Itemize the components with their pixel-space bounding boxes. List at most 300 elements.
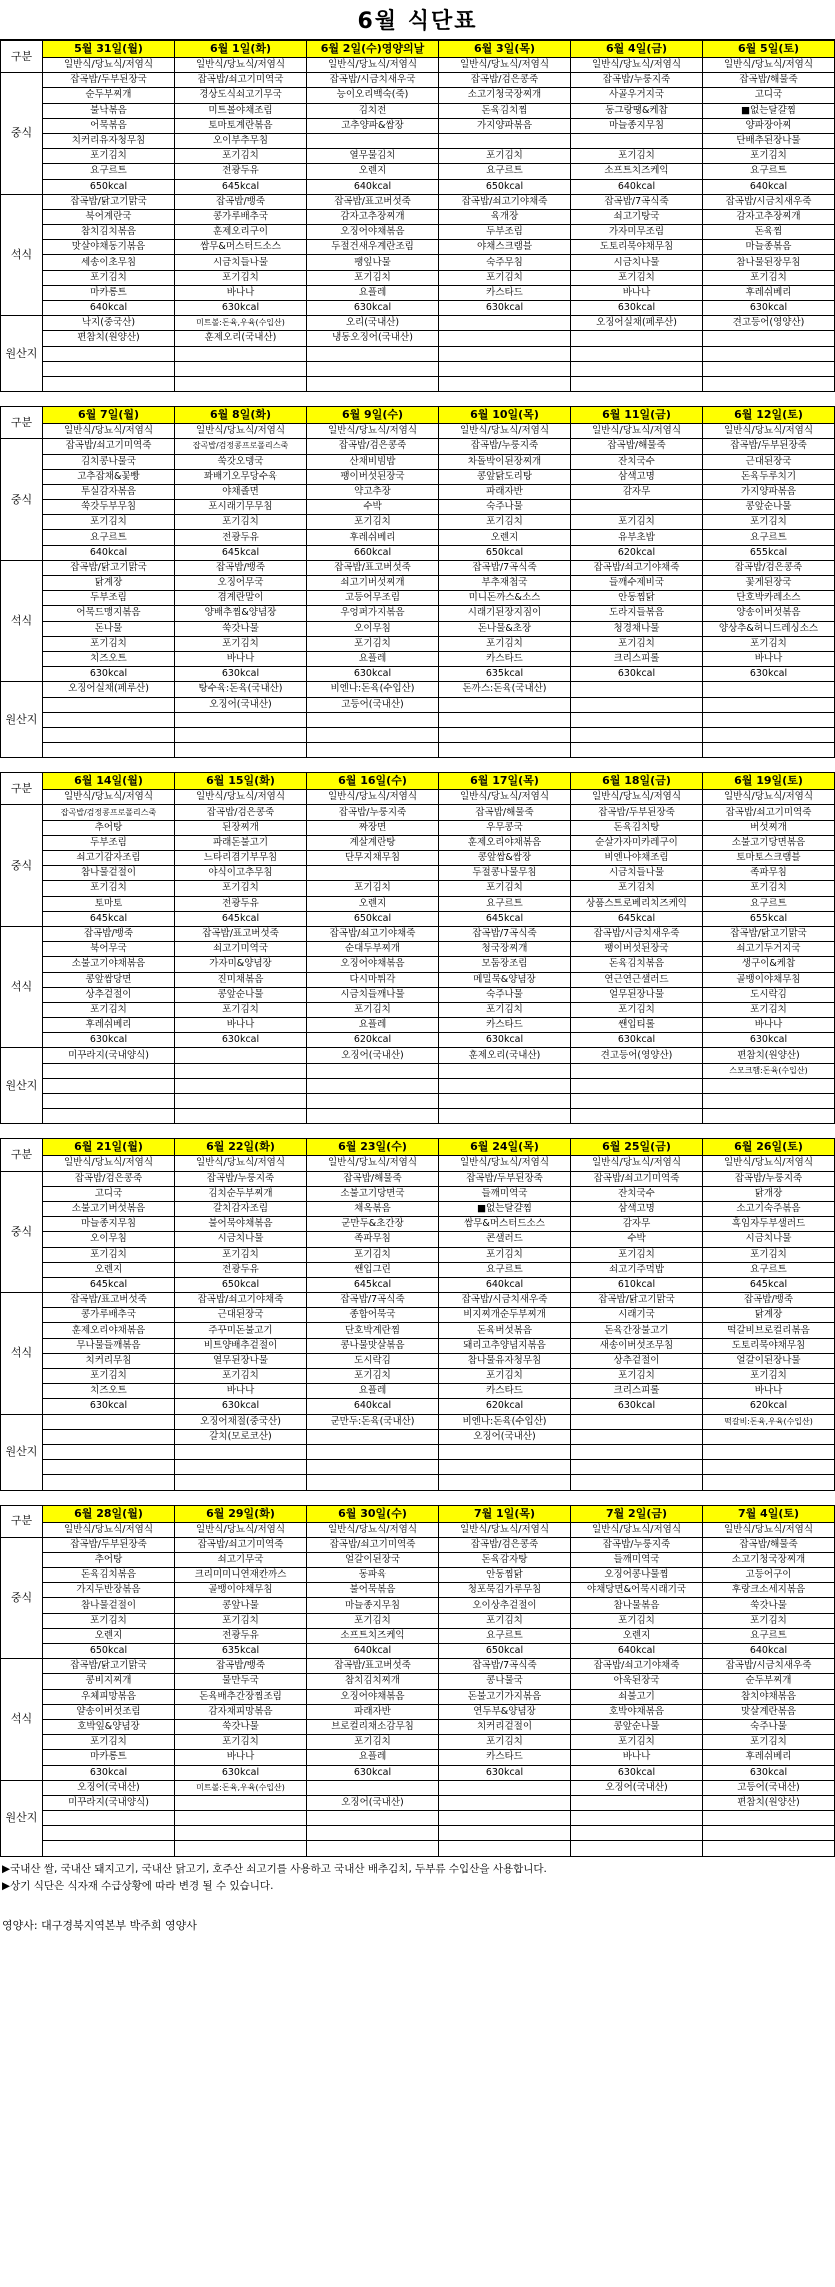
empty-cell	[175, 1826, 307, 1841]
empty-cell	[439, 376, 571, 391]
kcal-cell: 645kcal	[571, 911, 703, 926]
menu-item: 꽃게된장국	[703, 576, 835, 591]
menu-item: 포기김치	[439, 1613, 571, 1628]
menu-item: 포기김치	[175, 1002, 307, 1017]
origin-cell	[43, 697, 175, 712]
origin-row	[1, 1048, 835, 1063]
menu-item: 돈육김치볶음	[571, 957, 703, 972]
empty-cell	[43, 1109, 175, 1124]
origin-cell	[175, 1795, 307, 1810]
menu-item: 시래기국	[571, 1308, 703, 1323]
empty-cell	[439, 727, 571, 742]
menu-item: 쇠고기두거지국	[703, 942, 835, 957]
date-cell: 6월 1일(화)	[175, 41, 307, 58]
dinner-row	[1, 1369, 835, 1384]
kcal-cell: 640kcal	[43, 545, 175, 560]
menu-item: 훈제오리구이	[175, 225, 307, 240]
origin-cell: 떡갈비:돈육,우육(수입산)	[703, 1414, 835, 1429]
origin-row	[1, 1460, 835, 1475]
menu-item: 잡곡밥/쇠고기미역죽	[571, 1171, 703, 1186]
menu-item: 포기김치	[43, 515, 175, 530]
menu-item: 포기김치	[307, 636, 439, 651]
menu-item: 불낙볶음	[43, 103, 175, 118]
origin-cell	[43, 1414, 175, 1429]
menu-item: 오징어콩나물찜	[571, 1568, 703, 1583]
menu-item: 요구르트	[703, 896, 835, 911]
menu-item: 포기김치	[571, 149, 703, 164]
kcal-cell: 630kcal	[439, 301, 571, 316]
menu-item: 근대된장국	[703, 454, 835, 469]
menu-item: 바나나	[175, 285, 307, 300]
lunch-row	[1, 1568, 835, 1583]
gubun-label: 구분	[1, 1505, 43, 1537]
menu-item: 돈육감자탕	[439, 1552, 571, 1567]
date-cell: 6월 26일(토)	[703, 1139, 835, 1156]
date-cell: 6월 5일(토)	[703, 41, 835, 58]
gubun-label: 구분	[1, 407, 43, 439]
origin-cell	[439, 1780, 571, 1795]
menu-item: 요구르트	[439, 164, 571, 179]
menu-item: 쌘입티롤	[571, 1018, 703, 1033]
menu-item: 콩앞닭도리탕	[439, 469, 571, 484]
menu-item: 돈육찜	[703, 225, 835, 240]
dinner-row	[1, 1704, 835, 1719]
origin-row	[1, 376, 835, 391]
origin-label: 원산지	[1, 1414, 43, 1490]
menu-item: 잡곡밥/누룽지죽	[571, 1537, 703, 1552]
menu-item: 시금치나물	[175, 1232, 307, 1247]
menu-item: 잡곡밥/쇠고기야채죽	[571, 1659, 703, 1674]
empty-cell	[175, 361, 307, 376]
lunch-row	[1, 88, 835, 103]
date-cell: 6월 16일(수)	[307, 773, 439, 790]
lunch-row	[1, 454, 835, 469]
menu-item: 새송이버섯조무침	[571, 1338, 703, 1353]
menu-item: 잡곡밥/누룽지죽	[571, 73, 703, 88]
week-spacer	[0, 758, 835, 772]
kcal-cell: 630kcal	[571, 1033, 703, 1048]
menu-item: 잡곡밥/쇠고기미역죽	[175, 1537, 307, 1552]
menu-item: 참나물겉절이	[43, 866, 175, 881]
menu-item: 양배추찜&양념장	[175, 606, 307, 621]
origin-cell: 오리(국내산)	[307, 316, 439, 331]
origin-cell: 미트볼:돈육,우육(수입산)	[175, 316, 307, 331]
menu-item: 김치순두부찌개	[175, 1186, 307, 1201]
menu-item: 콩앞쌈&쌈장	[439, 851, 571, 866]
menu-item: 파래돈불고기	[175, 835, 307, 850]
menu-item: 시금치들나물	[175, 255, 307, 270]
menu-item: 얼갈이된장나물	[703, 1353, 835, 1368]
menu-item: 단배추된장나물	[703, 133, 835, 148]
lunch-label: 중식	[1, 1171, 43, 1293]
menu-item: 도시락김	[307, 1353, 439, 1368]
dinner-row	[1, 225, 835, 240]
menu-item: 잡곡밥/쇠고기미역죽	[703, 805, 835, 820]
empty-cell	[571, 1826, 703, 1841]
lunch-row	[1, 484, 835, 499]
empty-cell	[439, 1826, 571, 1841]
week-spacer	[0, 392, 835, 406]
menu-item: 포시래기무무침	[175, 500, 307, 515]
kcal-cell: 630kcal	[703, 667, 835, 682]
menu-item: 군만두&초간장	[307, 1217, 439, 1232]
menu-item: 파래자반	[307, 1704, 439, 1719]
menu-item: 열무물김치	[307, 149, 439, 164]
lunch-row	[1, 1628, 835, 1643]
weekly-tables	[0, 40, 835, 1857]
menu-item: 쇠불고기	[571, 1689, 703, 1704]
diet-type-cell: 일반식/당뇨식/저염식	[571, 1522, 703, 1537]
dinner-row	[1, 1338, 835, 1353]
lunch-row	[1, 881, 835, 896]
menu-item: 순대두부찌개	[307, 942, 439, 957]
origin-cell: 오징어(국내산)	[307, 1048, 439, 1063]
origin-cell: 오징어(국내산)	[175, 697, 307, 712]
menu-item: 양파장아찌	[703, 118, 835, 133]
menu-item: 열무된장나물	[175, 1353, 307, 1368]
menu-item: ■없는달걀찜	[439, 1201, 571, 1216]
kcal-cell: 640kcal	[307, 1644, 439, 1659]
dinner-row	[1, 926, 835, 941]
lunch-row	[1, 469, 835, 484]
origin-cell: 견고등어(영양산)	[571, 1048, 703, 1063]
menu-item: 포기김치	[43, 1002, 175, 1017]
menu-item: 오징어야채볶음	[307, 225, 439, 240]
menu-item: 우엉퍼가지볶음	[307, 606, 439, 621]
menu-item: 쑥갓두부무침	[43, 500, 175, 515]
origin-cell	[439, 1795, 571, 1810]
menu-item: 파래자반	[439, 484, 571, 499]
origin-row	[1, 346, 835, 361]
empty-cell	[307, 1094, 439, 1109]
gubun-label: 구분	[1, 41, 43, 73]
dinner-kcal-row	[1, 1399, 835, 1414]
diet-type-cell: 일반식/당뇨식/저염식	[571, 424, 703, 439]
menu-item: 포기김치	[703, 1002, 835, 1017]
menu-item: 고추잡채&꽃빵	[43, 469, 175, 484]
lunch-row	[1, 103, 835, 118]
menu-item: 겸계란말이	[175, 591, 307, 606]
kcal-cell: 640kcal	[703, 1644, 835, 1659]
menu-item: 포기김치	[439, 515, 571, 530]
dinner-row	[1, 1689, 835, 1704]
origin-cell: 미꾸라지(국내양식)	[43, 1795, 175, 1810]
menu-item: 들깨미역국	[439, 1186, 571, 1201]
menu-item: 바나나	[175, 1018, 307, 1033]
menu-item: 돈육배추간장찜조림	[175, 1689, 307, 1704]
kcal-cell: 630kcal	[571, 301, 703, 316]
kcal-cell: 630kcal	[175, 301, 307, 316]
week-table	[0, 1505, 835, 1857]
menu-item: 잡곡밥/검은콩죽	[439, 73, 571, 88]
menu-item: 포기김치	[703, 1247, 835, 1262]
menu-item: 잡곡밥/해물죽	[703, 1537, 835, 1552]
menu-item: 양상추&허니드레싱소스	[703, 621, 835, 636]
lunch-row	[1, 896, 835, 911]
origin-row	[1, 743, 835, 758]
menu-item: 바나나	[703, 1384, 835, 1399]
empty-cell	[703, 1094, 835, 1109]
origin-cell: 오징어(국내산)	[571, 1780, 703, 1795]
diet-type-cell: 일반식/당뇨식/저염식	[703, 790, 835, 805]
menu-item: 토마토계란볶음	[175, 118, 307, 133]
menu-item: 크리스피롤	[571, 651, 703, 666]
menu-item: 청국장찌개	[439, 942, 571, 957]
lunch-label: 중식	[1, 1537, 43, 1659]
menu-item: 후레쉬베리	[307, 530, 439, 545]
date-cell: 5월 31일(월)	[43, 41, 175, 58]
menu-item: 도시락김	[703, 987, 835, 1002]
menu-item: 잡곡밥/표고버섯죽	[307, 1659, 439, 1674]
diet-type-cell: 일반식/당뇨식/저염식	[703, 424, 835, 439]
menu-item: 포기김치	[571, 1735, 703, 1750]
empty-cell	[307, 1826, 439, 1841]
menu-item: 포기김치	[703, 149, 835, 164]
menu-item: 쑥갓나물	[703, 1598, 835, 1613]
menu-item: 된장찌개	[175, 820, 307, 835]
dinner-row	[1, 560, 835, 575]
menu-item: 단호박계란찜	[307, 1323, 439, 1338]
dinner-label: 석식	[1, 1293, 43, 1415]
menu-item: 포기김치	[571, 515, 703, 530]
lunch-label: 중식	[1, 805, 43, 927]
lunch-row	[1, 1186, 835, 1201]
menu-item: 요플레	[307, 651, 439, 666]
diet-type-cell: 일반식/당뇨식/저염식	[43, 58, 175, 73]
empty-cell	[571, 1475, 703, 1490]
menu-item: 잡곡밥/누룽지죽	[175, 1171, 307, 1186]
menu-item: 추어탕	[43, 1552, 175, 1567]
origin-cell: 오징어실채(페루산)	[571, 316, 703, 331]
empty-cell	[43, 727, 175, 742]
empty-cell	[571, 1109, 703, 1124]
menu-item: 후레쉬베리	[43, 1018, 175, 1033]
menu-item: 잡곡밥/표고버섯죽	[307, 560, 439, 575]
kcal-cell: 630kcal	[307, 1765, 439, 1780]
menu-item: 포기김치	[703, 515, 835, 530]
date-cell: 6월 12일(토)	[703, 407, 835, 424]
origin-cell	[439, 316, 571, 331]
menu-item: 소불고기당면볶음	[703, 835, 835, 850]
menu-item: 포기김치	[571, 881, 703, 896]
empty-cell	[307, 1475, 439, 1490]
date-cell: 7월 1일(목)	[439, 1505, 571, 1522]
menu-item: 마늘종지무침	[43, 1217, 175, 1232]
origin-cell	[703, 1429, 835, 1444]
menu-item: 생구이&케찹	[703, 957, 835, 972]
dinner-row	[1, 1018, 835, 1033]
diet-type-cell: 일반식/당뇨식/저염식	[703, 58, 835, 73]
menu-item: 골뱅이야채무침	[703, 972, 835, 987]
empty-cell	[43, 1078, 175, 1093]
menu-item: 포기김치	[439, 1735, 571, 1750]
menu-item: 잡곡밥/뱅죽	[43, 926, 175, 941]
menu-item: 불어묵야채볶음	[175, 1217, 307, 1232]
menu-item: 포기김치	[307, 881, 439, 896]
kcal-cell: 630kcal	[307, 667, 439, 682]
kcal-cell: 655kcal	[703, 545, 835, 560]
menu-item: 참치야채볶음	[703, 1689, 835, 1704]
menu-item: 포기김치	[175, 1613, 307, 1628]
date-cell: 6월 4일(금)	[571, 41, 703, 58]
menu-item: 후랑크소세지볶음	[703, 1583, 835, 1598]
menu-item: 요구르트	[703, 1262, 835, 1277]
dinner-label: 석식	[1, 194, 43, 316]
menu-item: 꽈배기오무당수육	[175, 469, 307, 484]
date-cell: 6월 25일(금)	[571, 1139, 703, 1156]
menu-item: 포기김치	[439, 636, 571, 651]
lunch-row	[1, 118, 835, 133]
origin-cell	[307, 1429, 439, 1444]
lunch-row	[1, 1232, 835, 1247]
menu-item: 포기김치	[307, 1735, 439, 1750]
origin-cell: 냉동오징어(국내산)	[307, 331, 439, 346]
menu-item: 잡곡밥/해물죽	[703, 73, 835, 88]
empty-cell	[439, 1811, 571, 1826]
menu-item: 김치전	[307, 103, 439, 118]
menu-item: 잡곡밥/검은콩죽	[307, 439, 439, 454]
menu-item: 돈나물&초장	[439, 621, 571, 636]
diet-type-cell: 일반식/당뇨식/저염식	[175, 790, 307, 805]
kcal-cell: 650kcal	[43, 1644, 175, 1659]
menu-item: 브로컬리채소감무침	[307, 1719, 439, 1734]
menu-item: 크리미미니연재칸까스	[175, 1568, 307, 1583]
diet-type-row	[1, 58, 835, 73]
menu-item: 족파무침	[307, 1232, 439, 1247]
kcal-cell: 630kcal	[571, 1765, 703, 1780]
lunch-row	[1, 149, 835, 164]
menu-item: 시래기된장지짐이	[439, 606, 571, 621]
empty-cell	[571, 1460, 703, 1475]
kcal-cell: 620kcal	[439, 1399, 571, 1414]
lunch-row	[1, 1171, 835, 1186]
origin-row	[1, 1841, 835, 1856]
dinner-row	[1, 1293, 835, 1308]
date-cell: 6월 19일(토)	[703, 773, 835, 790]
gubun-label: 구분	[1, 1139, 43, 1171]
empty-cell	[307, 1109, 439, 1124]
empty-cell	[175, 346, 307, 361]
menu-item: 잡곡밥/시금치새우국	[307, 73, 439, 88]
diet-type-cell: 일반식/당뇨식/저염식	[571, 790, 703, 805]
diet-type-cell: 일반식/당뇨식/저염식	[571, 1156, 703, 1171]
date-cell: 6월 24일(목)	[439, 1139, 571, 1156]
date-cell: 6월 17일(목)	[439, 773, 571, 790]
menu-item: 메밀묵&양념장	[439, 972, 571, 987]
menu-item: 잡곡밥/검은콩죽	[439, 1537, 571, 1552]
empty-cell	[307, 1460, 439, 1475]
dinner-row	[1, 1659, 835, 1674]
empty-cell	[43, 346, 175, 361]
menu-item: 잡곡밥/해물죽	[571, 439, 703, 454]
menu-item: 포기김치	[307, 1002, 439, 1017]
empty-cell	[571, 361, 703, 376]
kcal-cell: 650kcal	[175, 1277, 307, 1292]
empty-cell	[703, 712, 835, 727]
menu-item: 우무콩국	[439, 820, 571, 835]
menu-item: 콩나물국	[439, 1674, 571, 1689]
menu-item: 팽잎나물	[307, 255, 439, 270]
lunch-label: 중식	[1, 73, 43, 195]
origin-cell: 편참치(원양산)	[43, 331, 175, 346]
menu-item: 요구르트	[43, 530, 175, 545]
menu-item: 포기김치	[307, 270, 439, 285]
dinner-row	[1, 987, 835, 1002]
kcal-cell: 640kcal	[703, 179, 835, 194]
menu-item: 잡곡밥/표고버섯죽	[43, 1293, 175, 1308]
dinner-row	[1, 621, 835, 636]
empty-cell	[175, 1811, 307, 1826]
empty-cell	[43, 1841, 175, 1856]
empty-cell	[439, 346, 571, 361]
empty-cell	[703, 1078, 835, 1093]
kcal-cell: 630kcal	[175, 1033, 307, 1048]
diet-type-cell: 일반식/당뇨식/저염식	[43, 1156, 175, 1171]
empty-cell	[439, 1078, 571, 1093]
origin-cell: 낙지(중국산)	[43, 316, 175, 331]
menu-item: 투실감자볶음	[43, 484, 175, 499]
lunch-row	[1, 133, 835, 148]
empty-cell	[571, 1078, 703, 1093]
menu-item: 가자미무조림	[571, 225, 703, 240]
menu-item: 잡곡밥/검은콩죽	[703, 560, 835, 575]
menu-item: 잡곡밥/쇠고기미역죽	[43, 439, 175, 454]
lunch-row	[1, 820, 835, 835]
lunch-row	[1, 500, 835, 515]
empty-cell	[703, 1826, 835, 1841]
kcal-cell: 630kcal	[439, 1033, 571, 1048]
origin-cell	[703, 682, 835, 697]
menu-item: 얼무된장나물	[571, 987, 703, 1002]
empty-cell	[439, 1109, 571, 1124]
menu-item: 잡곡밥/뱅죽	[175, 194, 307, 209]
lunch-row	[1, 1201, 835, 1216]
diet-type-cell: 일반식/당뇨식/저염식	[307, 424, 439, 439]
kcal-cell: 630kcal	[703, 1765, 835, 1780]
menu-item: 팽이버섯된장국	[571, 942, 703, 957]
menu-item: 시금치들깨나물	[307, 987, 439, 1002]
origin-cell: 미트볼:돈육,우육(수입산)	[175, 1780, 307, 1795]
origin-cell	[175, 1048, 307, 1063]
menu-item	[307, 866, 439, 881]
menu-item: 포기김치	[439, 1247, 571, 1262]
menu-item: 비트양배추겉절이	[175, 1338, 307, 1353]
menu-item: 포기김치	[571, 1002, 703, 1017]
empty-cell	[43, 1811, 175, 1826]
menu-item: 두부조림	[439, 225, 571, 240]
date-cell: 6월 30일(수)	[307, 1505, 439, 1522]
date-cell: 6월 11일(금)	[571, 407, 703, 424]
diet-type-row	[1, 1156, 835, 1171]
empty-cell	[307, 1444, 439, 1459]
menu-item: 숙주무침	[439, 255, 571, 270]
menu-item	[571, 500, 703, 515]
menu-item: 능이오리백숙(죽)	[307, 88, 439, 103]
kcal-cell: 650kcal	[439, 545, 571, 560]
dinner-row	[1, 194, 835, 209]
menu-item: 오렌지	[307, 896, 439, 911]
origin-label: 원산지	[1, 1048, 43, 1124]
menu-item: 고디국	[43, 1186, 175, 1201]
menu-item: 얄송이버섯조림	[43, 1704, 175, 1719]
menu-item: 삼색고명	[571, 1201, 703, 1216]
diet-type-cell: 일반식/당뇨식/저염식	[307, 1156, 439, 1171]
origin-label: 원산지	[1, 1780, 43, 1856]
menu-item: 돈육김치탕	[571, 820, 703, 835]
menu-item: 콩앞순나물	[175, 987, 307, 1002]
dinner-row	[1, 1353, 835, 1368]
menu-item: 잡곡밥/두부된장국	[43, 73, 175, 88]
